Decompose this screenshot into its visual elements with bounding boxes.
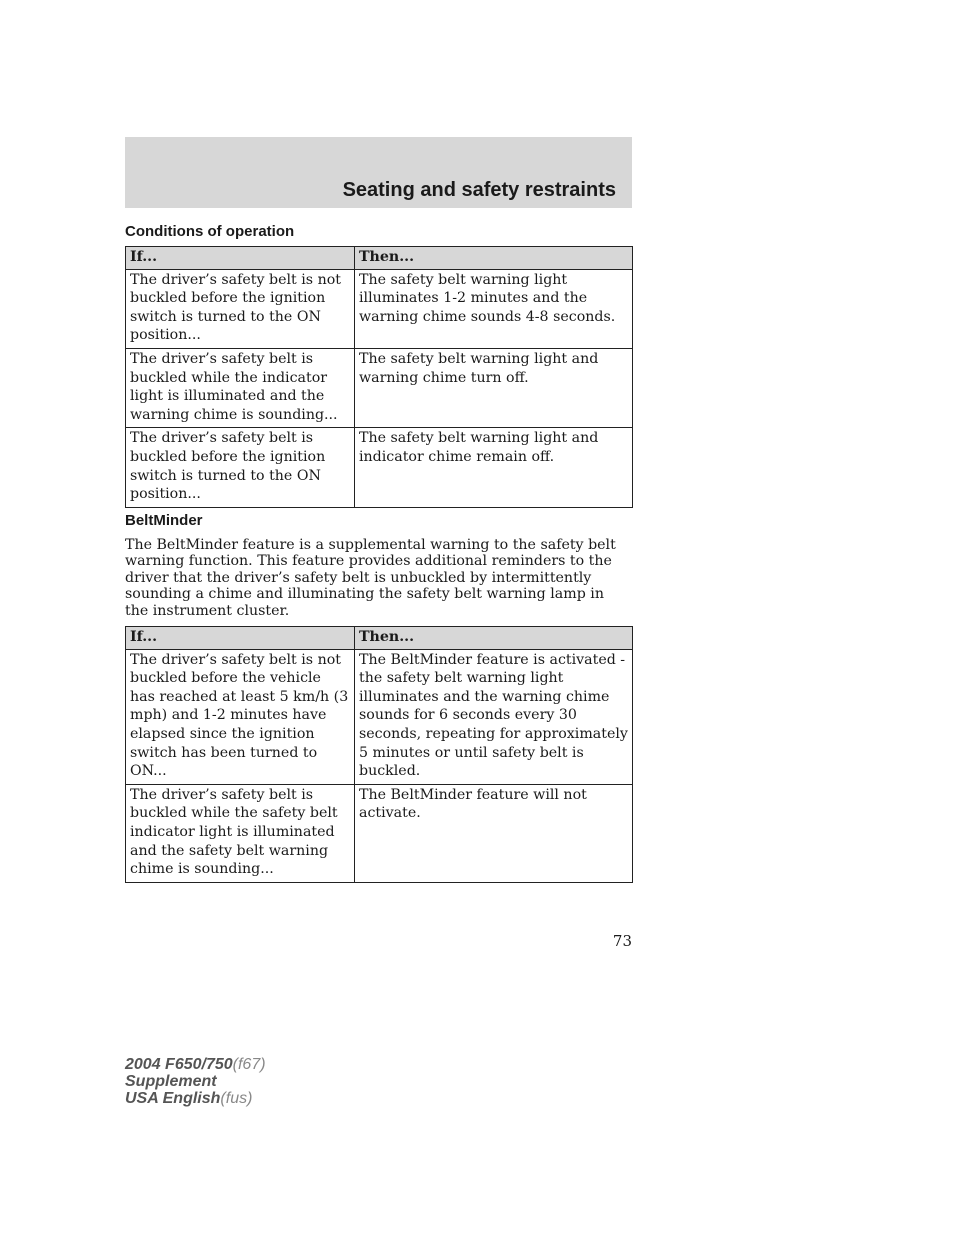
if-cell: The driver’s safety belt is buckled while the indicator light is illuminated and the warning chime is sounding... (126, 348, 355, 427)
footer-model-line (125, 1056, 266, 1073)
footer-model: 2004 F650/750 (125, 1056, 233, 1073)
footer-language-line (125, 1090, 266, 1107)
column-header-then: Then... (355, 247, 633, 270)
if-cell: The driver’s safety belt is buckled before the ignition switch is turned to the ON position... (126, 428, 355, 507)
table-row (126, 428, 633, 507)
then-cell: The safety belt warning light illuminates 1-2 minutes and the warning chime sounds 4-8 seconds. (355, 269, 633, 348)
footer-language: USA English (125, 1090, 221, 1107)
footer-supplement: Supplement (125, 1073, 217, 1090)
column-header-then: Then... (355, 627, 633, 650)
if-cell: The driver’s safety belt is buckled while the safety belt indicator light is illuminated and the safety belt warning chime is sounding... (126, 784, 355, 882)
if-cell: The driver’s safety belt is not buckled before the ignition switch is turned to the ON position... (126, 269, 355, 348)
then-cell: The safety belt warning light and indicator chime remain off. (355, 428, 633, 507)
table-header-row (126, 627, 633, 650)
section-heading-conditions: Conditions of operation (125, 223, 295, 240)
chapter-title: Seating and safety restraints (342, 179, 616, 201)
then-cell: The safety belt warning light and warning chime turn off. (355, 348, 633, 427)
footer-language-code: (fus) (220, 1090, 253, 1107)
beltminder-description: The BeltMinder feature is a supplemental warning to the safety belt warning function. This feature provides additional reminders to the driver that the driver’s safety belt is unbuckled by intermittently sounding a chime and illuminating the safety belt warning lamp in the instrument cluster. (125, 537, 616, 619)
if-cell: The driver’s safety belt is not buckled before the vehicle has reached at least 5 km/h (3 mph) and 1-2 minutes have elapsed since the ignition switch has been turned to ON... (126, 649, 355, 784)
document-footer (125, 1056, 266, 1107)
table-row (126, 348, 633, 427)
table-header-row (126, 247, 633, 270)
column-header-if: If... (126, 627, 355, 650)
footer-supplement-line (125, 1073, 266, 1090)
then-cell: The BeltMinder feature will not activate. (355, 784, 633, 882)
beltminder-table (125, 626, 633, 883)
table-row (126, 649, 633, 784)
footer-model-code: (f67) (232, 1056, 266, 1073)
header-band (125, 137, 632, 208)
table-row (126, 269, 633, 348)
page-number: 73 (612, 932, 632, 950)
section-heading-beltminder: BeltMinder (125, 512, 203, 529)
conditions-table (125, 246, 633, 508)
column-header-if: If... (126, 247, 355, 270)
then-cell: The BeltMinder feature is activated - the safety belt warning light illuminates and the warning chime sounds for 6 seconds every 30 seconds, repeating for approximately 5 minutes or until safety belt is buckled. (355, 649, 633, 784)
table-row (126, 784, 633, 882)
